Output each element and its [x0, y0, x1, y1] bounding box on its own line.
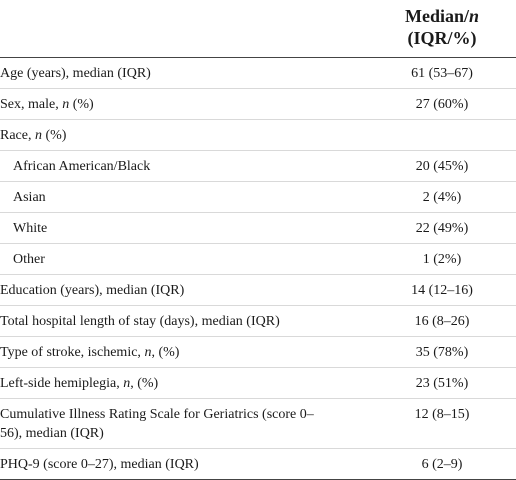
row-label: Asian	[13, 190, 46, 205]
table-row-length-of-stay	[0, 306, 516, 337]
row-label: Cumulative Illness Rating Scale for Geriatrics (score 0–56), median (IQR)	[0, 407, 314, 441]
row-label: Education (years), median (IQR)	[0, 283, 185, 298]
table-row-sex	[0, 89, 516, 120]
row-value: 61 (53–67)	[411, 66, 473, 81]
table-row-race-other	[0, 244, 516, 275]
table-row-age	[0, 58, 516, 89]
row-label: Race, n (%)	[0, 128, 67, 143]
table-row-stroke-type	[0, 337, 516, 368]
table-row-education	[0, 275, 516, 306]
row-value: 12 (8–15)	[414, 407, 470, 422]
column-header-median: Median/	[404, 6, 469, 26]
table-row-phq9	[0, 449, 516, 480]
row-value: 23 (51%)	[415, 376, 469, 391]
table-row-race	[0, 120, 516, 151]
row-value: 1 (2%)	[422, 252, 462, 267]
row-label: African American/Black	[13, 159, 151, 174]
table-body	[0, 58, 516, 480]
row-value: 20 (45%)	[415, 159, 469, 174]
row-label: PHQ-9 (score 0–27), median (IQR)	[0, 457, 199, 472]
row-value: 27 (60%)	[415, 97, 469, 112]
row-value: 35 (78%)	[415, 345, 469, 360]
column-header-line2: (IQR/%)	[407, 28, 477, 48]
table-header	[0, 0, 516, 58]
row-value: 6 (2–9)	[421, 457, 463, 472]
table-row-hemiplegia	[0, 368, 516, 399]
row-label: White	[13, 221, 48, 236]
table-row-race-asian	[0, 182, 516, 213]
row-value: 22 (49%)	[415, 221, 469, 236]
row-value: 14 (12–16)	[411, 283, 473, 298]
row-label: Age (years), median (IQR)	[0, 66, 151, 81]
row-label: Sex, male, n (%)	[0, 97, 94, 112]
row-label: Total hospital length of stay (days), median (IQR)	[0, 314, 280, 329]
row-label: Left-side hemiplegia, n, (%)	[0, 376, 159, 391]
row-label: Type of stroke, ischemic, n, (%)	[0, 345, 180, 360]
table-row-race-white	[0, 213, 516, 244]
column-header-n: n	[469, 6, 480, 26]
value-column-header	[372, 5, 512, 49]
row-value: 2 (4%)	[422, 190, 462, 205]
row-label: Other	[13, 252, 45, 267]
row-value: 16 (8–26)	[414, 314, 470, 329]
table-row-cirs-g	[0, 399, 516, 449]
table-row-race-black	[0, 151, 516, 182]
column-header-line1	[405, 6, 479, 26]
